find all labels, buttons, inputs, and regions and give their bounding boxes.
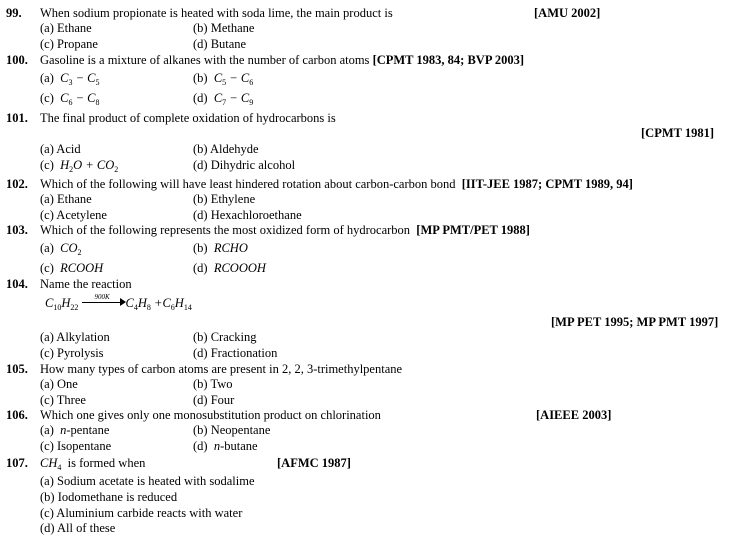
question-number: 100. xyxy=(6,53,28,67)
option-c: (c) $C_6 - C_8$ xyxy=(40,91,100,107)
exam-reference: [AIEEE 2003] xyxy=(536,408,612,422)
question-text: Name the reaction xyxy=(40,277,132,291)
option-b: (b) RCHO xyxy=(193,241,248,255)
question-number: 101. xyxy=(6,111,28,125)
question-number: 104. xyxy=(6,277,28,291)
option-a: (a) One xyxy=(40,377,78,391)
question-text: How many types of carbon atoms are present in 2, 2, 3-trimethylpentane xyxy=(40,362,403,376)
option-b: (b) $C_5 - C_6$ xyxy=(193,71,254,87)
reaction-arrow-icon xyxy=(82,293,126,308)
option-d: (d) RCOOOH xyxy=(193,261,266,275)
option-b: (b) Cracking xyxy=(193,330,257,344)
exam-reference: [MP PMT/PET 1988] xyxy=(416,223,530,237)
question-text: Gasoline is a mixture of alkanes with the number of carbon atoms [CPMT 1983, 84; BVP 2003] xyxy=(40,53,525,67)
exam-reference: [CPMT 1981] xyxy=(641,126,715,140)
option-d: (d) All of these xyxy=(40,521,116,535)
option-c: (c) Three xyxy=(40,393,86,407)
option-c: (c) Isopentane xyxy=(40,439,112,453)
option-d: (d) Butane xyxy=(193,37,247,51)
option-c: (c) Propane xyxy=(40,37,98,51)
option-a: (a) Ethane xyxy=(40,21,92,35)
option-b: (b) Iodomethane is reduced xyxy=(40,490,178,504)
option-b: (b) Neopentane xyxy=(193,423,271,437)
option-b: (b) Ethylene xyxy=(193,192,256,206)
question-number: 102. xyxy=(6,177,28,191)
question-text: Which of the following represents the most oxidized form of hydrocarbon [MP PMT/PET 1988] xyxy=(40,223,530,237)
reaction-condition: 900K xyxy=(94,293,110,301)
option-c: (c) RCOOH xyxy=(40,261,104,275)
question-text: Which of the following will have least hindered rotation about carbon-carbon bond [IIT-JEE 1987; CPMT 1989, 94] xyxy=(40,177,633,191)
question-number: 106. xyxy=(6,408,28,422)
question-text: When sodium propionate is heated with soda lime, the main product is xyxy=(40,6,393,20)
option-b: (b) Aldehyde xyxy=(193,142,259,156)
question-number: 103. xyxy=(6,223,28,237)
option-b: (b) Two xyxy=(193,377,233,391)
question-number: 105. xyxy=(6,362,28,376)
question-text: $CH_4$ is formed when xyxy=(40,456,146,472)
question-number: 99. xyxy=(6,6,22,20)
option-d: (d) Hexachloroethane xyxy=(193,208,302,222)
reaction-formula: $C_{10}H_{22}$ 900K $C_4H_8 +C_6H_{14}$ xyxy=(45,296,192,311)
option-a: (a) Alkylation xyxy=(40,330,110,344)
option-c: (c) Pyrolysis xyxy=(40,346,104,360)
option-c: (c) Aluminium carbide reacts with water xyxy=(40,506,243,520)
option-a: (a) Sodium acetate is heated with sodalime xyxy=(40,474,255,488)
option-c: (c) Acetylene xyxy=(40,208,107,222)
option-a: (a) Ethane xyxy=(40,192,92,206)
exam-reference: [CPMT 1983, 84; BVP 2003] xyxy=(372,53,525,67)
option-a: (a) Acid xyxy=(40,142,81,156)
exam-reference: [MP PET 1995; MP PMT 1997] xyxy=(551,315,719,329)
option-d: (d) Fractionation xyxy=(193,346,278,360)
question-text: The final product of complete oxidation of hydrocarbons is xyxy=(40,111,336,125)
question-number: 107. xyxy=(6,456,28,470)
option-a: (a) n-pentane xyxy=(40,423,110,437)
question-text: Which one gives only one monosubstitution product on chlorination xyxy=(40,408,381,422)
option-d: (d) $C_7 - C_9$ xyxy=(193,91,254,107)
exam-reference: [AMU 2002] xyxy=(534,6,601,20)
option-d: (d) n-butane xyxy=(193,439,258,453)
option-a: (a) $CO_2$ xyxy=(40,241,82,257)
option-d: (d) Dihydric alcohol xyxy=(193,158,296,172)
option-d: (d) Four xyxy=(193,393,235,407)
option-a: (a) $C_3 - C_5$ xyxy=(40,71,100,87)
exam-reference: [IIT-JEE 1987; CPMT 1989, 94] xyxy=(461,177,633,191)
exam-reference: [AFMC 1987] xyxy=(277,456,351,470)
option-b: (b) Methane xyxy=(193,21,255,35)
option-c: (c) $H_2O + CO_2$ xyxy=(40,158,119,174)
